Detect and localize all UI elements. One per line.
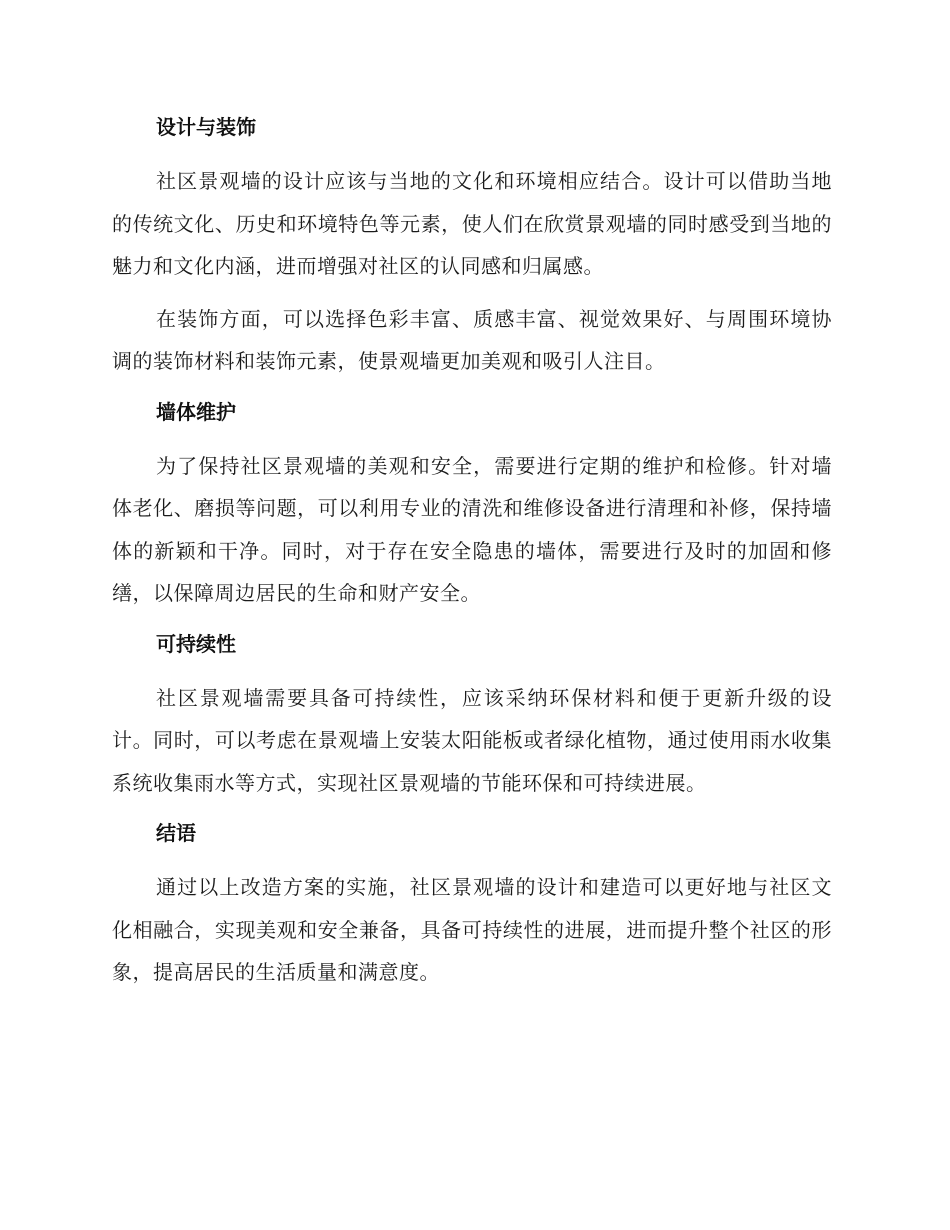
section-wall-maintenance [112, 393, 832, 615]
paragraph: 为了保持社区景观墙的美观和安全，需要进行定期的维护和检修。针对墙体老化、磨损等问题，可以利用专业的清洗和维修设备进行清理和补修，保持墙体的新颖和干净。同时，对于存在安全隐患的墙体，需要进行及时的加固和修缮，以保障周边居民的生命和财产安全。 [112, 453, 832, 605]
paragraph: 社区景观墙的设计应该与当地的文化和环境相应结合。设计可以借助当地的传统文化、历史和环境特色等元素，使人们在欣赏景观墙的同时感受到当地的魅力和文化内涵，进而增强对社区的认同感和归属感。 [112, 169, 832, 278]
section-heading: 结语 [156, 821, 196, 845]
section-heading: 可持续性 [156, 631, 236, 656]
paragraph: 通过以上改造方案的实施，社区景观墙的设计和建造可以更好地与社区文化相融合，实现美观和安全兼备，具备可持续性的进展，进而提升整个社区的形象，提高居民的生活质量和满意度。 [112, 875, 832, 984]
paragraph: 社区景观墙需要具备可持续性，应该采纳环保材料和便于更新升级的设计。同时，可以考虑在景观墙上安装太阳能板或者绿化植物，通过使用雨水收集系统收集雨水等方式，实现社区景观墙的节能环保和可持续进展。 [112, 685, 832, 795]
section-heading: 设计与装饰 [156, 115, 256, 139]
section-conclusion [112, 814, 832, 994]
paragraph: 在装饰方面，可以选择色彩丰富、质感丰富、视觉效果好、与周围环境协调的装饰材料和装饰元素，使景观墙更加美观和吸引人注目。 [112, 306, 832, 373]
document-page [112, 108, 832, 1004]
section-design-decoration [112, 108, 832, 383]
section-sustainability [112, 625, 832, 805]
section-heading: 墙体维护 [156, 399, 236, 424]
